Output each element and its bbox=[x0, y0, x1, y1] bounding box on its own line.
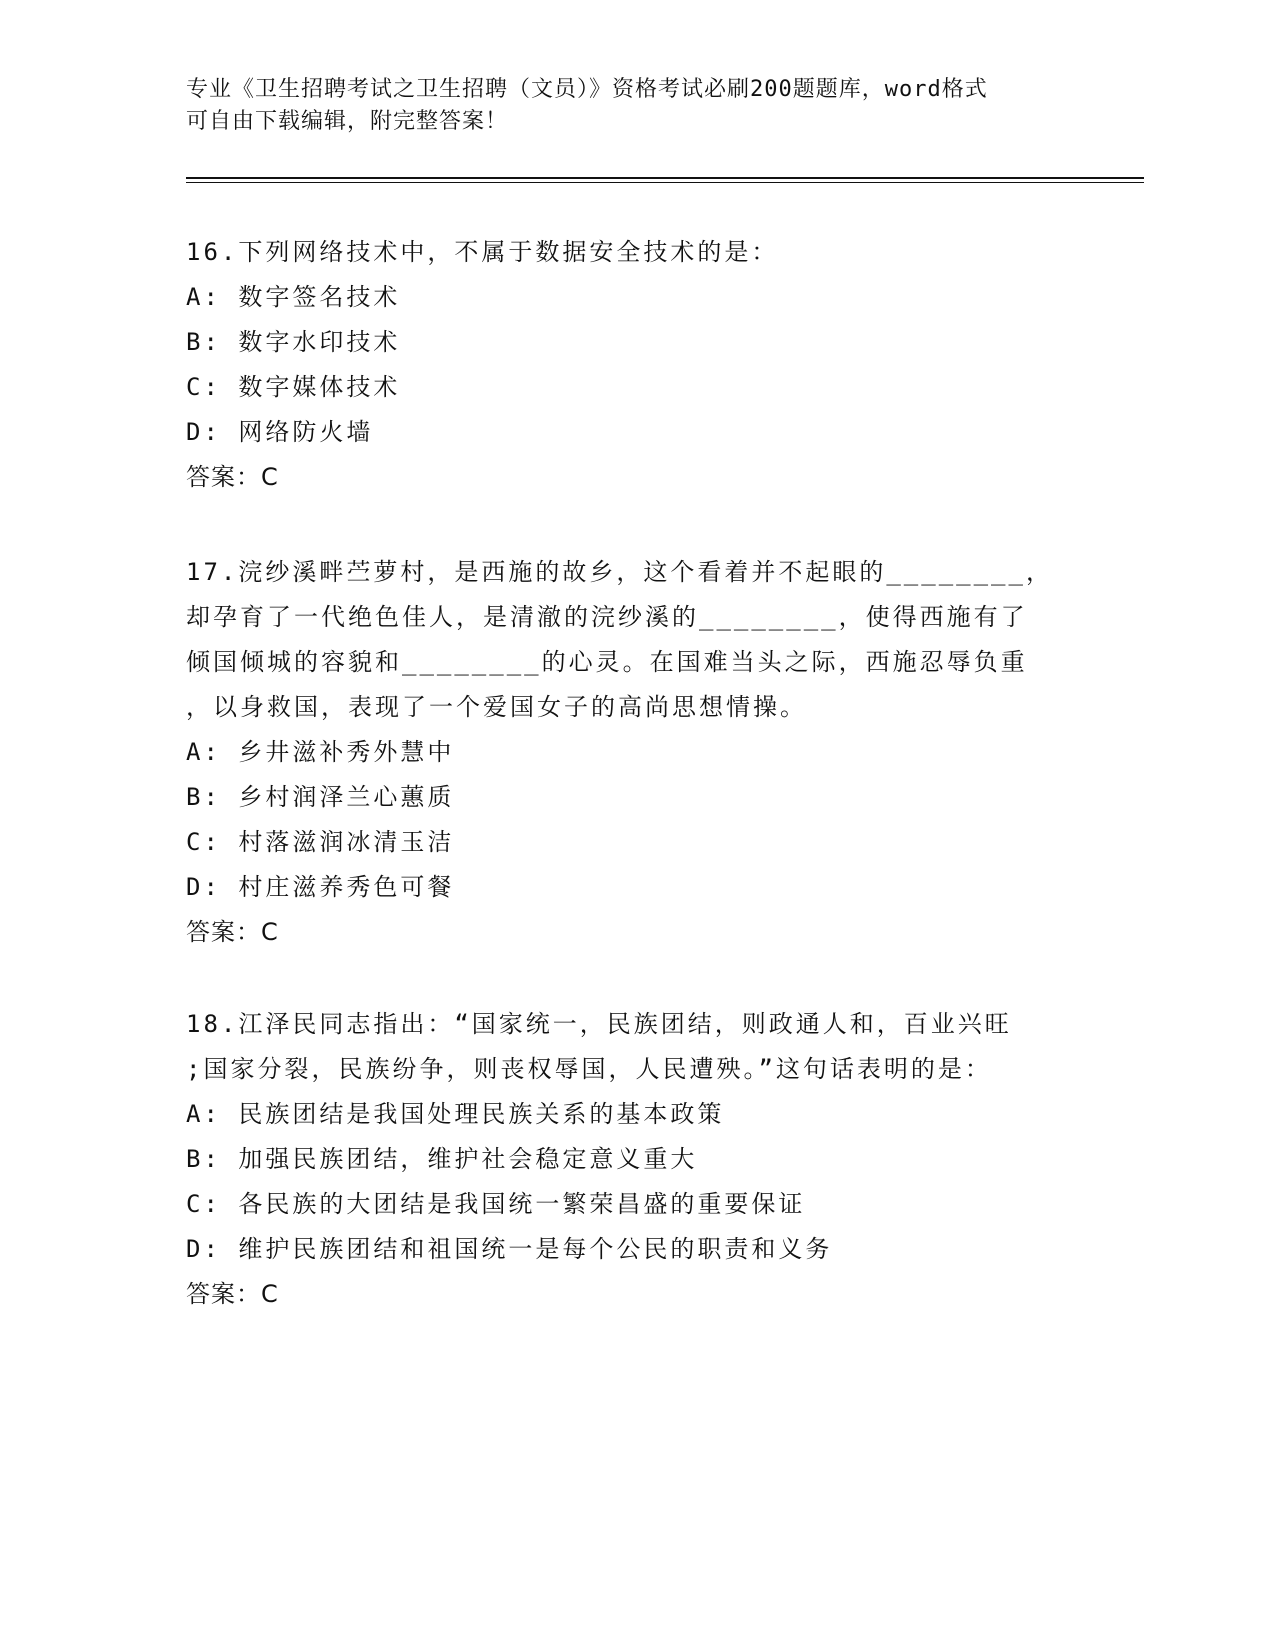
option-c: C: 数字媒体技术 bbox=[186, 373, 401, 401]
option-b: B: 数字水印技术 bbox=[186, 328, 401, 356]
option-a: A: 乡井滋补秀外慧中 bbox=[186, 738, 455, 766]
question-18 bbox=[186, 1002, 1086, 1317]
option-d: D: 维护民族团结和祖国统一是每个公民的职责和义务 bbox=[186, 1235, 833, 1263]
option-c: C: 各民族的大团结是我国统一繁荣昌盛的重要保证 bbox=[186, 1190, 806, 1218]
answer: 答案：C bbox=[186, 918, 279, 946]
question-17 bbox=[186, 550, 1086, 955]
header-line: 可自由下载编辑，附完整答案！ bbox=[186, 109, 509, 134]
option-b: B: 乡村润泽兰心蕙质 bbox=[186, 783, 455, 811]
question-stem: 16.下列网络技术中，不属于数据安全技术的是： bbox=[186, 238, 779, 266]
question-stem: 17.浣纱溪畔苎萝村，是西施的故乡，这个看着并不起眼的________， bbox=[186, 558, 1053, 586]
option-c: C: 村落滋润冰清玉洁 bbox=[186, 828, 455, 856]
question-stem: 18.江泽民同志指出：“国家统一，民族团结，则政通人和，百业兴旺 bbox=[186, 1010, 1012, 1038]
option-b: B: 加强民族团结，维护社会稳定意义重大 bbox=[186, 1145, 698, 1173]
question-stem: ;国家分裂，民族纷争，则丧权辱国，人民遭殃。”这句话表明的是： bbox=[186, 1055, 992, 1083]
header-line: 专业《卫生招聘考试之卫生招聘（文员）》资格考试必刷200题题库，word格式 bbox=[186, 77, 988, 102]
header-divider-thin bbox=[186, 182, 1144, 183]
question-stem: ，以身救国，表现了一个爱国女子的高尚思想情操。 bbox=[186, 693, 807, 721]
option-d: D: 网络防火墙 bbox=[186, 418, 374, 446]
answer: 答案：C bbox=[186, 463, 279, 491]
option-d: D: 村庄滋养秀色可餐 bbox=[186, 873, 455, 901]
question-stem: 倾国倾城的容貌和________的心灵。在国难当头之际，西施忍辱负重 bbox=[186, 648, 1028, 676]
header-divider-thick bbox=[186, 177, 1144, 179]
question-stem: 却孕育了一代绝色佳人，是清澈的浣纱溪的________，使得西施有了 bbox=[186, 603, 1028, 631]
option-a: A: 数字签名技术 bbox=[186, 283, 401, 311]
document-header bbox=[186, 74, 1066, 138]
question-16 bbox=[186, 230, 1086, 500]
answer: 答案：C bbox=[186, 1280, 279, 1308]
option-a: A: 民族团结是我国处理民族关系的基本政策 bbox=[186, 1100, 725, 1128]
